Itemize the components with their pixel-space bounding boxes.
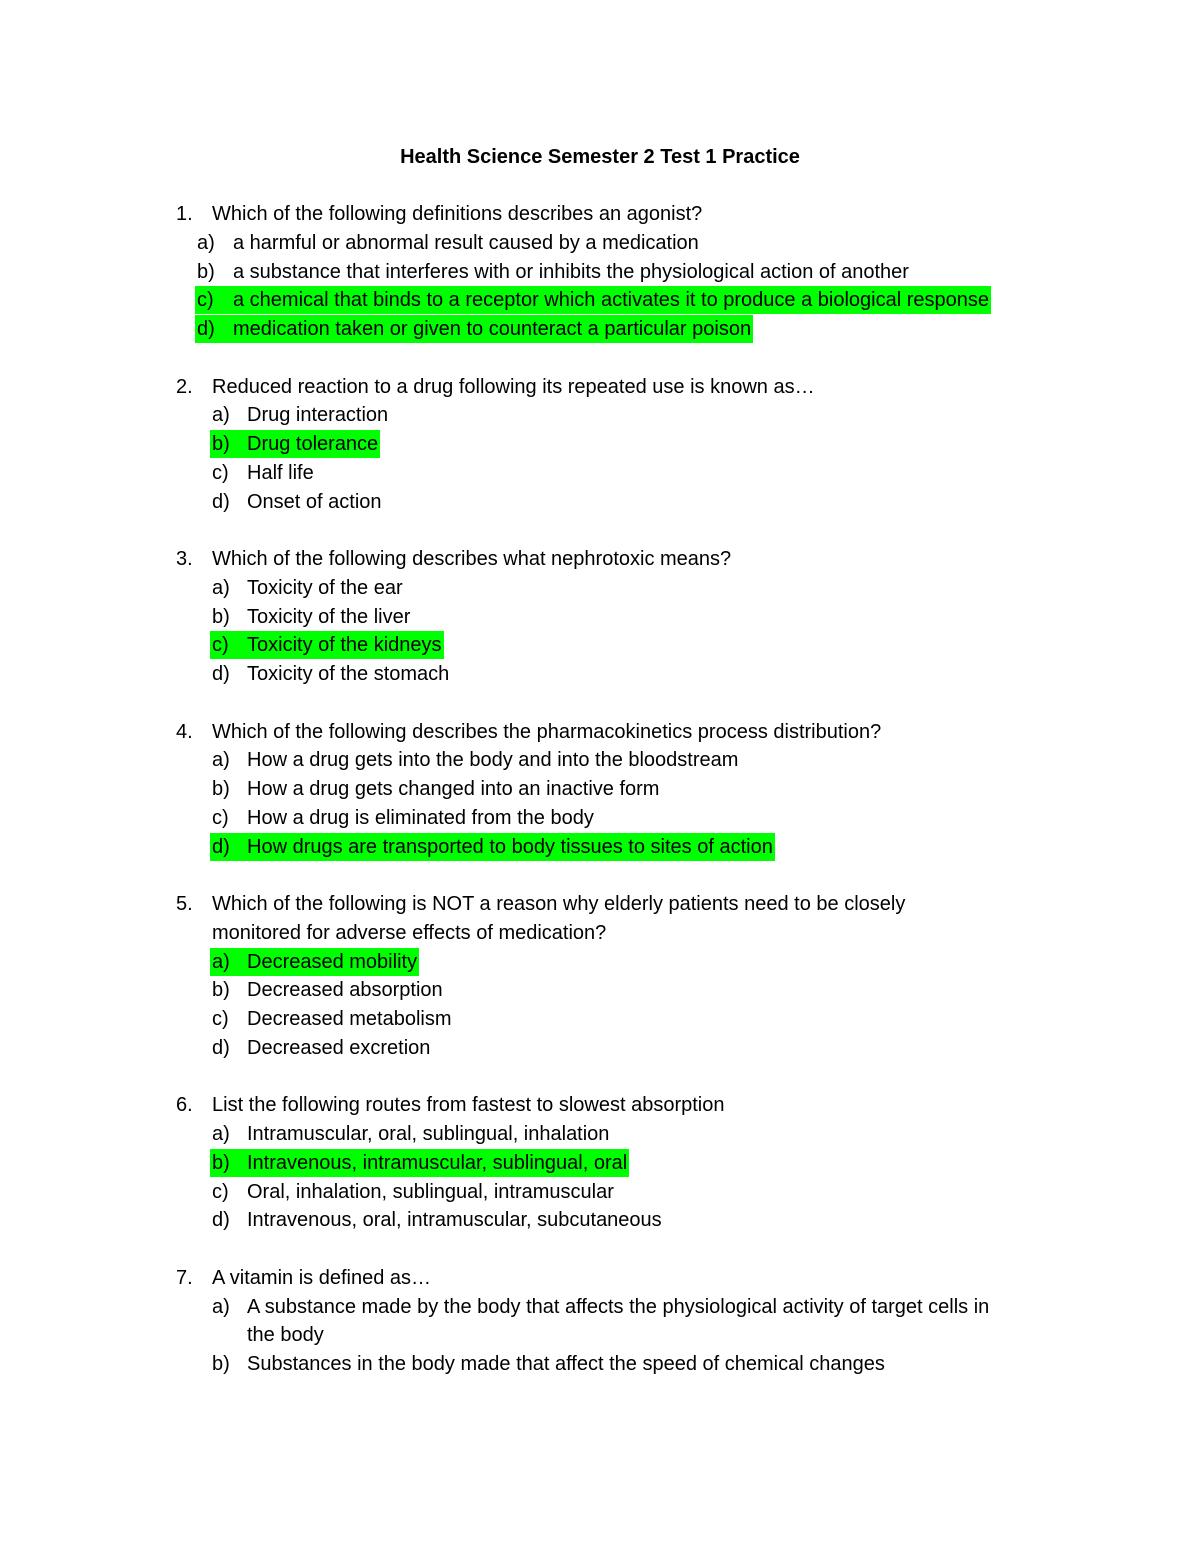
answer-option-line xyxy=(0,948,1200,976)
option-text: How a drug gets changed into an inactive form xyxy=(247,778,660,800)
question-text-line xyxy=(0,890,1200,918)
option-text: Oral, inhalation, sublingual, intramuscular xyxy=(247,1180,614,1203)
option-text: Decreased metabolism xyxy=(247,1008,452,1030)
option-letter: a) xyxy=(212,404,230,427)
question-text-line xyxy=(0,1264,1200,1292)
question-number: 4. xyxy=(176,720,193,743)
answer-option-line xyxy=(0,775,1200,803)
option-letter: c) xyxy=(197,289,214,312)
question-text-line xyxy=(0,919,1200,947)
answer-option-line xyxy=(0,1293,1200,1321)
answer-option-line xyxy=(0,804,1200,832)
option-letter: d) xyxy=(212,490,230,513)
option-text: How a drug is eliminated from the body xyxy=(247,806,594,829)
option-letter: b) xyxy=(212,605,230,628)
answer-option-line xyxy=(0,1206,1200,1234)
question-text: A vitamin is defined as… xyxy=(212,1266,431,1289)
option-text: How drugs are transported to body tissues to sites of action xyxy=(247,835,773,858)
answer-option-line xyxy=(0,660,1200,688)
document-title: Health Science Semester 2 Test 1 Practice xyxy=(400,146,800,168)
answer-option-line xyxy=(0,631,1200,659)
question-text-line xyxy=(0,200,1200,228)
option-text: How a drug gets into the body and into the bloodstream xyxy=(247,749,739,772)
question-number: 5. xyxy=(176,893,193,915)
option-letter: c) xyxy=(212,806,229,829)
answer-option-line xyxy=(0,286,1200,314)
option-letter: c) xyxy=(212,461,229,484)
question-text: Which of the following describes what nephrotoxic means? xyxy=(212,548,732,570)
option-text: a substance that interferes with or inhibits the physiological action of another xyxy=(233,260,909,283)
question-text: Reduced reaction to a drug following its repeated use is known as… xyxy=(212,375,815,398)
option-text: medication taken or given to counteract a particular poison xyxy=(233,318,752,340)
option-text: a chemical that binds to a receptor which activates it to produce a biological response xyxy=(233,289,989,312)
question-number: 7. xyxy=(176,1266,193,1289)
question-number: 6. xyxy=(176,1094,193,1117)
answer-option-line xyxy=(0,1120,1200,1148)
option-text: Intramuscular, oral, sublingual, inhalation xyxy=(247,1123,610,1145)
question-text-line xyxy=(0,545,1200,573)
option-letter: b) xyxy=(212,778,230,800)
option-letter: a) xyxy=(212,1123,230,1145)
option-text: Toxicity of the stomach xyxy=(247,663,450,685)
answer-option-line xyxy=(0,1005,1200,1033)
option-text: Drug tolerance xyxy=(247,433,379,455)
answer-option-line xyxy=(0,488,1200,516)
option-letter: b) xyxy=(212,1151,230,1174)
option-letter: d) xyxy=(212,1209,230,1232)
option-text: Decreased excretion xyxy=(247,1036,431,1059)
option-letter: b) xyxy=(212,1353,230,1375)
option-text: Onset of action xyxy=(247,490,382,513)
option-letter: b) xyxy=(197,260,215,283)
option-text: Toxicity of the liver xyxy=(247,605,411,628)
question-text: List the following routes from fastest to slowest absorption xyxy=(212,1094,725,1117)
option-text: a harmful or abnormal result caused by a medication xyxy=(233,231,699,254)
option-letter: c) xyxy=(212,1180,229,1203)
answer-option-line xyxy=(0,833,1200,861)
question-text: Which of the following definitions describes an agonist? xyxy=(212,203,703,225)
option-text: Toxicity of the ear xyxy=(247,576,403,599)
option-text: Decreased absorption xyxy=(247,979,443,1002)
option-letter: a) xyxy=(197,231,215,254)
option-letter: d) xyxy=(212,663,230,685)
answer-option-line xyxy=(0,603,1200,631)
question-text-line xyxy=(0,373,1200,401)
option-letter: b) xyxy=(212,979,230,1002)
question-text-line xyxy=(0,718,1200,746)
answer-option-line xyxy=(0,1149,1200,1177)
answer-option-line xyxy=(0,1350,1200,1378)
question-text: Which of the following describes the pharmacokinetics process distribution? xyxy=(212,720,882,743)
answer-option-line xyxy=(0,315,1200,343)
option-text: A substance made by the body that affects the physiological activity of target cells in xyxy=(247,1295,990,1318)
option-letter: c) xyxy=(212,1008,229,1030)
option-letter: d) xyxy=(197,318,215,340)
option-letter: d) xyxy=(212,1036,230,1059)
answer-option-line xyxy=(0,258,1200,286)
option-text: Substances in the body made that affect the speed of chemical changes xyxy=(247,1353,885,1375)
answer-option-line xyxy=(0,401,1200,429)
question-number: 2. xyxy=(176,375,193,398)
answer-option-line xyxy=(0,976,1200,1004)
option-letter: a) xyxy=(212,1295,230,1318)
option-letter: a) xyxy=(212,950,230,973)
option-letter: d) xyxy=(212,835,230,858)
option-text: Half life xyxy=(247,461,314,484)
answer-option-line xyxy=(0,459,1200,487)
answer-option-line xyxy=(0,746,1200,774)
question-number: 3. xyxy=(176,548,193,570)
option-text: Decreased mobility xyxy=(247,950,418,973)
answer-option-line xyxy=(0,1178,1200,1206)
answer-option-line xyxy=(0,574,1200,602)
option-letter: c) xyxy=(212,634,229,657)
question-text-line xyxy=(0,1091,1200,1119)
question-number: 1. xyxy=(176,203,193,225)
option-letter: a) xyxy=(212,749,230,772)
option-text: the body xyxy=(247,1324,324,1347)
option-text: Toxicity of the kidneys xyxy=(247,634,442,657)
option-letter: b) xyxy=(212,433,230,455)
answer-option-line xyxy=(0,430,1200,458)
question-text: monitored for adverse effects of medication? xyxy=(212,921,607,944)
option-text: Drug interaction xyxy=(247,404,389,427)
option-text: Intravenous, oral, intramuscular, subcutaneous xyxy=(247,1209,662,1232)
option-text: Intravenous, intramuscular, sublingual, oral xyxy=(247,1151,628,1174)
answer-option-line xyxy=(0,1034,1200,1062)
answer-option-line xyxy=(0,229,1200,257)
question-text: Which of the following is NOT a reason why elderly patients need to be closely xyxy=(212,893,906,915)
option-letter: a) xyxy=(212,576,230,599)
answer-option-line xyxy=(0,1321,1200,1349)
